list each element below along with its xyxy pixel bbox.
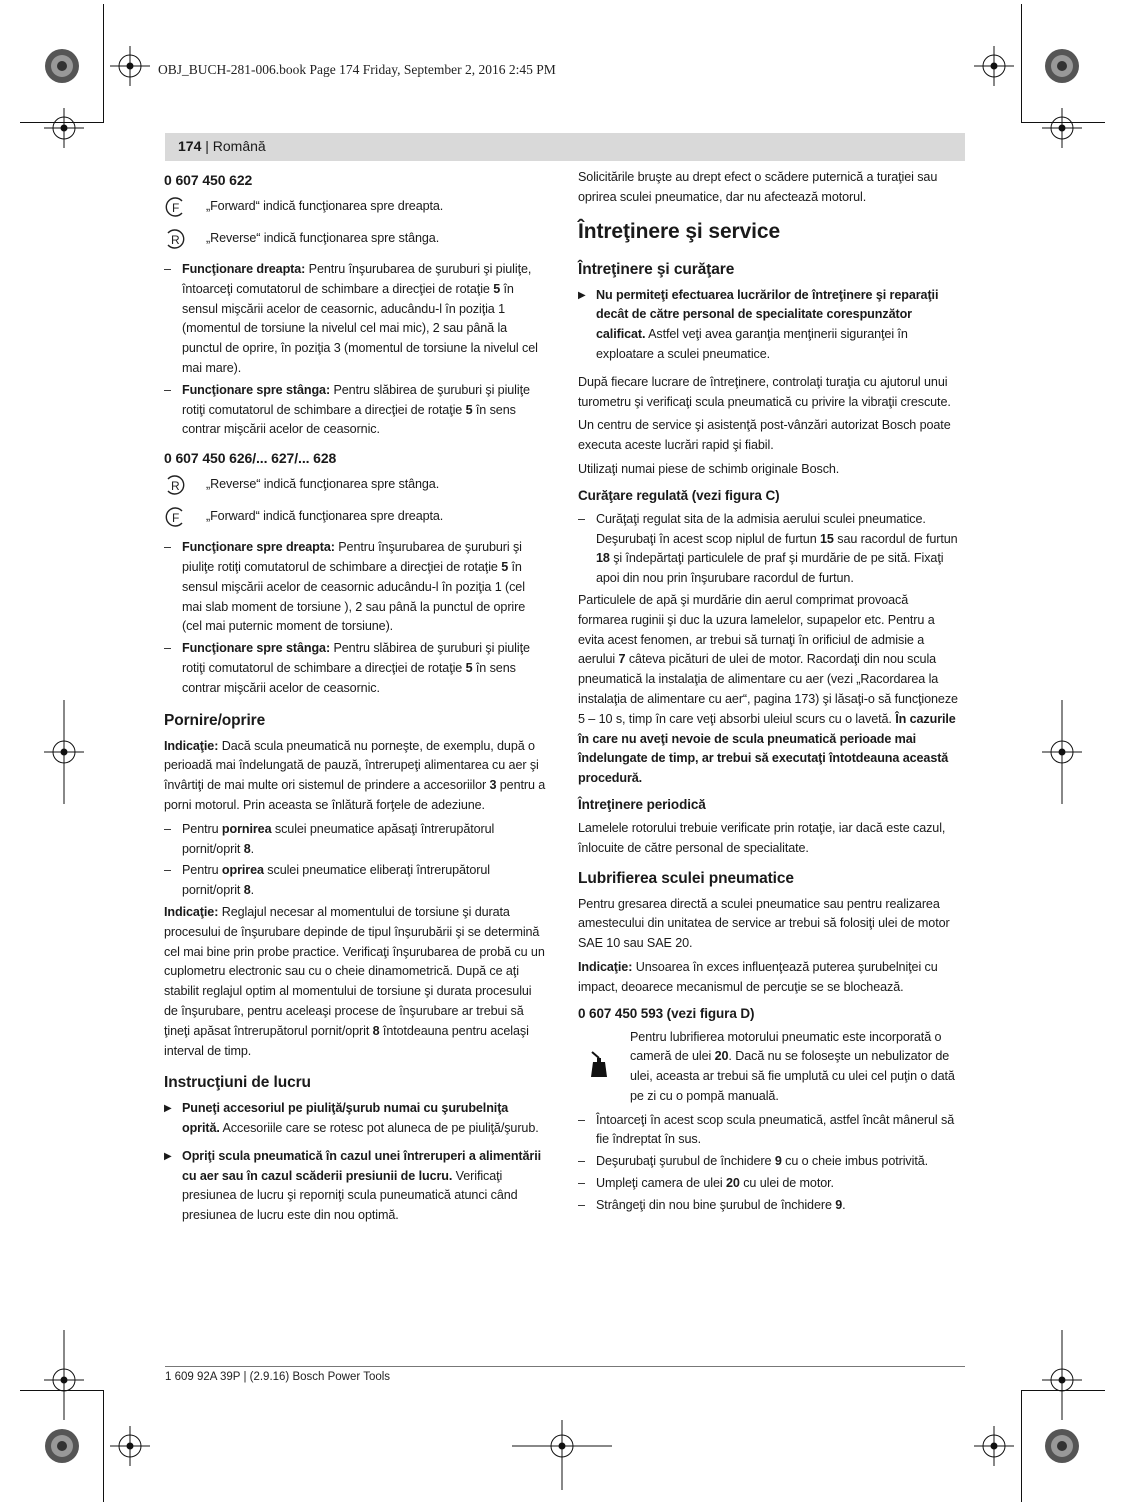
registration-target-icon	[1042, 108, 1082, 148]
paragraph: Un centru de service şi asistenţă post-vânzări autorizat Bosch poate executa aceste lucrări rapid şi fiabil.	[578, 418, 951, 453]
list-item: – Pentru pornirea sculei pneumatice apăsaţi întrerupătorul pornit/oprit 8.	[164, 821, 495, 856]
page-language: Română	[212, 138, 266, 154]
list-item: – Umpleţi camera de ulei 20 cu ulei de motor.	[578, 1176, 834, 1191]
section-heading: Lubrifierea sculei pneumatice	[578, 869, 794, 887]
color-wheel-icon	[45, 1429, 79, 1463]
registration-target-icon	[44, 1330, 84, 1420]
list-item: – Funcţionare spre stânga: Pentru slăbirea de şuruburi şi piuliţe rotiţi comutatorul de schimbare a direcţiei de rotaţie 5 în sens contrar mişcării acelor de ceasornic.	[164, 382, 530, 437]
page-header-bar	[165, 133, 965, 161]
svg-text:F: F	[172, 201, 180, 215]
paragraph: După fiecare lucrare de întreţinere, controlaţi turaţia cu ajutorul unui turometru şi verificaţi scula pneumatică cu privire la vibraţii crescute.	[578, 374, 951, 409]
list-item: – Funcţionare spre dreapta: Pentru înşurubarea de şuruburi şi piuliţe rotiţi comutatorul de schimbare a direcţiei de rotaţie 5 în sensul mişcării acelor de ceasornic aducându-l în poziţia 1 (cel mai slab moment de torsiune ), 2 sau până la punctul de oprire (cel mai puternic moment de torsiune).	[164, 540, 526, 634]
paragraph: Particulele de apă şi murdărie din aerul comprimat provoacă formarea ruginii şi duc la uzura lamelelor, supapelor etc. Pentru a evita acest fenomen, ar trebui să turnaţi în orificiul de admisie a aerului 7 câteva picături de ulei de motor. Racordaţi din nou scula pneumatică la instalaţia de alimentare cu aer (vezi „Racordarea la instalaţia de alimentare cu aer“, pagina 173) şi lăsaţi-o să funcţioneze 5 – 10 s, timp în care veţi absorbi uleiul scurs cu o lavetă. În cazurile în care nu aveţi nevoie de scula pneumatică perioade mai îndelungate de timp, ar trebui să executaţi întotdeauna această procedură.	[578, 592, 958, 786]
registration-target-icon	[44, 108, 84, 148]
color-wheel-icon	[1045, 1429, 1079, 1463]
print-slug: OBJ_BUCH-281-006.book Page 174 Friday, September 2, 2016 2:45 PM	[158, 62, 556, 77]
warning-item: ▶ Nu permiteţi efectuarea lucrărilor de întreţinere şi reparaţii decât de către personal de specialitate corespunzător calificat. Astfel veţi avea garanţia menţinerii siguranţei în exploatare a sculei pneumatice.	[578, 287, 939, 361]
color-wheel-icon	[1045, 49, 1079, 83]
icon-row: R „Reverse“ indică funcţionarea spre stânga.	[164, 228, 546, 250]
page-header: 174 | Română	[178, 138, 266, 154]
section-heading: Pornire/oprire	[164, 711, 266, 729]
list-item: – Deşurubaţi şurubul de închidere 9 cu o cheie imbus potrivită.	[578, 1154, 929, 1169]
paragraph: Indicaţie: Dacă scula pneumatică nu porneşte, de exemplu, după o perioadă mai îndelungată de pauză, întrerupeţi alimentarea cu aer şi învârtiţi de mai multe ori sistemul de prindere a accesoriilor 3 pentru a porni motorul. Prin aceasta se înlătură forţele de adeziune.	[164, 738, 546, 812]
registration-target-icon	[1042, 700, 1082, 804]
paragraph: Pentru gresarea directă a sculei pneumatice sau pentru realizarea amestecului din unitatea de service ar trebui să folosiţi ulei de motor SAE 10 sau SAE 20.	[578, 896, 950, 951]
warning-item: ▶ Opriţi scula pneumatică în cazul unei întreruperi a alimentării cu aer sau în cazul scăderii presiunii de lucru. Verificaţi presiunea de lucru şi reporniţi scula puneumatică atunci când presiunea de lucru este din nou optimă.	[164, 1148, 542, 1223]
subsection-heading: 0 607 450 593 (vezi figura D)	[578, 1005, 755, 1021]
left-column	[164, 168, 546, 1234]
page-number: 174	[178, 138, 202, 154]
paragraph: Utilizaţi numai piese de schimb originale Bosch.	[578, 461, 840, 476]
paragraph: Indicaţie: Reglajul necesar al momentului de torsiune şi durata procesului de înşurubare depinde de tipul înşurubării şi se determină cel mai bine prin probe practice. Verificaţi înşurubarea de probă cu un cuplometru electronic sau cu o cheie dinamometrică. După ce aţi stabilit reglajul optim al momentului de torsiune şi durata procesului de înşurubare, pentru aceleaşi procese de înşurubare ar trebui să ţineţi apăsat întrerupătorul pornit/oprit 8 întotdeauna pentru acelaşi interval de timp.	[164, 904, 545, 1058]
list-item: – Funcţionare spre stânga: Pentru slăbirea de şuruburi şi piuliţe rotiţi comutatorul de schimbare a direcţiei de rotaţie 5 în sens contrar mişcării acelor de ceasornic.	[164, 641, 530, 695]
registration-target-icon	[974, 1426, 1014, 1466]
section-heading: Instrucţiuni de lucru	[164, 1074, 311, 1092]
page-footer: 1 609 92A 39P | (2.9.16) Bosch Power Tools	[165, 1371, 391, 1383]
right-column	[578, 168, 960, 1218]
registration-target-icon	[110, 46, 150, 86]
warning-item: ▶ Puneţi accesoriul pe piuliţă/şurub numai cu şurubelniţa oprită. Accesoriile care se rotesc pot aluneca de pe piuliţă/şurub.	[164, 1101, 539, 1136]
forward-rotation-icon	[164, 196, 186, 218]
reverse-rotation-icon	[164, 474, 186, 496]
icon-row: F „Forward“ indică funcţionarea spre dreapta.	[164, 196, 546, 218]
reverse-rotation-icon	[164, 228, 186, 250]
registration-target-icon	[974, 46, 1014, 86]
list-item: – Întoarceţi în acest scop scula pneumatică, astfel încât mânerul să fie îndreptat în sus.	[578, 1112, 955, 1147]
paragraph: Indicaţie: Unsoarea în exces influenţează puterea şurubelniţei cu impact, deoarece mecanismul de percuţie se se blochează.	[578, 959, 938, 994]
arrow-bullet-icon: ▶	[578, 289, 586, 301]
paragraph: Solicitările bruşte au drept efect o scădere puternică a turaţiei sau oprirea sculei pneumatice, dar nu afectează motorul.	[578, 170, 938, 204]
list-item: – Funcţionare dreapta: Pentru înşurubarea de şuruburi şi piuliţe, întoarceţi comutatorul de schimbare a direcţiei de rotaţie 5 în sensul mişcării acelor de ceasornic, aducându-l în poziţia 1 (momentul de torsiune la nivelul cel mai mic), 2 sau până la punctul de oprire, în poziţia 3 (momentul de torsiune la nivelul cel mai mare).	[164, 262, 538, 375]
svg-text:R: R	[171, 233, 180, 247]
chapter-heading: Întreţinere şi service	[578, 219, 781, 243]
list-item: – Pentru oprirea sculei pneumatice eliberaţi întrerupătorul pornit/oprit 8.	[164, 863, 490, 898]
model-heading: 0 607 450 622	[164, 172, 253, 188]
oil-note	[578, 1028, 960, 1107]
subsection-heading: Curăţare regulată (vezi figura C)	[578, 487, 780, 503]
footer-divider	[165, 1366, 965, 1367]
color-wheel-icon	[45, 49, 79, 83]
subsection-heading: Întreţinere periodică	[578, 796, 706, 812]
paragraph: Lamelele rotorului trebuie verificate prin rotaţie, iar dacă este cazul, înlocuite de către personal de specialitate.	[578, 820, 946, 855]
icon-row: R „Reverse“ indică funcţionarea spre stânga.	[164, 474, 546, 496]
arrow-bullet-icon: ▶	[164, 1103, 172, 1115]
icon-row: F „Forward“ indică funcţionarea spre dreapta.	[164, 506, 546, 528]
registration-target-icon	[44, 700, 84, 804]
model-heading: 0 607 450 626/... 627/... 628	[164, 450, 337, 467]
forward-rotation-icon	[164, 506, 186, 528]
arrow-bullet-icon: ▶	[164, 1150, 172, 1162]
registration-target-icon	[1042, 1330, 1082, 1420]
list-item: – Strângeţi din nou bine şurubul de închidere 9.	[578, 1197, 846, 1212]
registration-target-icon	[110, 1426, 150, 1466]
list-item: – Curăţaţi regulat sita de la admisia aerului sculei pneumatice. Deşurubaţi în acest scop niplul de furtun 15 sau racordul de furtun 18 şi îndepărtaţi particulele de praf şi murdărie de pe sită. Fixaţi apoi din nou prin înşurubare racordul de furtun.	[578, 511, 958, 586]
oil-can-icon	[584, 1050, 614, 1080]
oil-note-text: Pentru lubrifierea motorului pneumatic este incorporată o cameră de ulei 20. Dacă nu se foloseşte un nebulizator de ulei, aceasta ar trebui să fie umplută cu ulei cel puţin o dată pe zi cu o pompă manuală.	[630, 1029, 955, 1103]
registration-target-icon	[512, 1420, 612, 1490]
svg-text:R: R	[171, 479, 180, 494]
svg-text:F: F	[172, 511, 180, 526]
section-heading: Întreţinere şi curăţare	[578, 260, 735, 278]
